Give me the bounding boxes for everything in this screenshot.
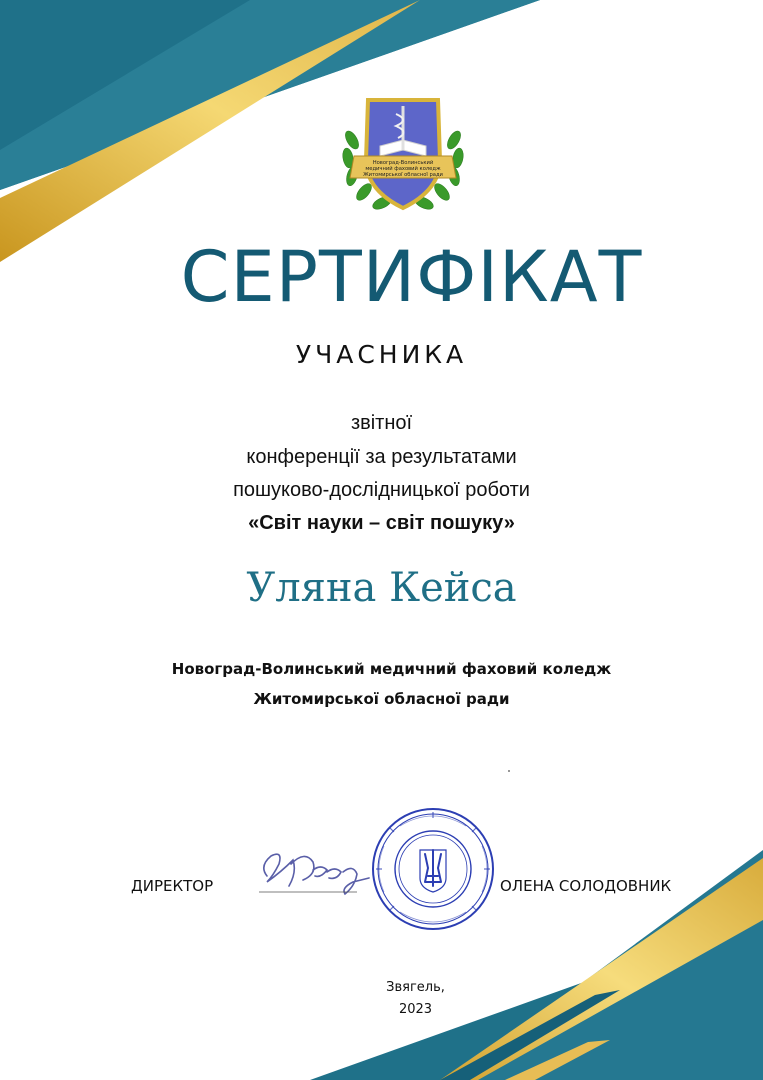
svg-text:Житомирської обласної ради: Житомирської обласної ради: [363, 172, 443, 178]
description-line-3: пошуково-дослідницької роботи: [233, 479, 530, 501]
institution-line-1: Новоград-Волинський медичний фаховий коледж: [171, 660, 612, 678]
college-emblem-icon: [336, 90, 470, 220]
director-role: ДИРЕКТОР: [131, 877, 214, 895]
description-line-2: конференції за результатами: [246, 446, 517, 468]
dot-mark: [508, 770, 510, 772]
certificate-subtitle: УЧАСНИКА: [295, 340, 468, 369]
director-name: ОЛЕНА СОЛОДОВНИК: [500, 877, 672, 895]
official-seal-icon: [370, 806, 496, 932]
certificate-title: СЕРТИФІКАТ: [180, 236, 643, 318]
description-line-4: «Світ науки – світ пошуку»: [248, 512, 515, 534]
participant-name: Уляна Кейса: [246, 565, 517, 611]
footer-city: Звягель,: [386, 980, 445, 995]
institution-line-2: Житомирської обласної ради: [253, 690, 510, 708]
description-line-1: звітної: [350, 412, 413, 434]
footer-year: 2023: [398, 1002, 433, 1017]
director-signature: [257, 842, 375, 900]
svg-text:Новоград-Волинський: Новоград-Волинський: [372, 160, 434, 166]
svg-text:медичний фаховий коледж: медичний фаховий коледж: [365, 166, 441, 172]
